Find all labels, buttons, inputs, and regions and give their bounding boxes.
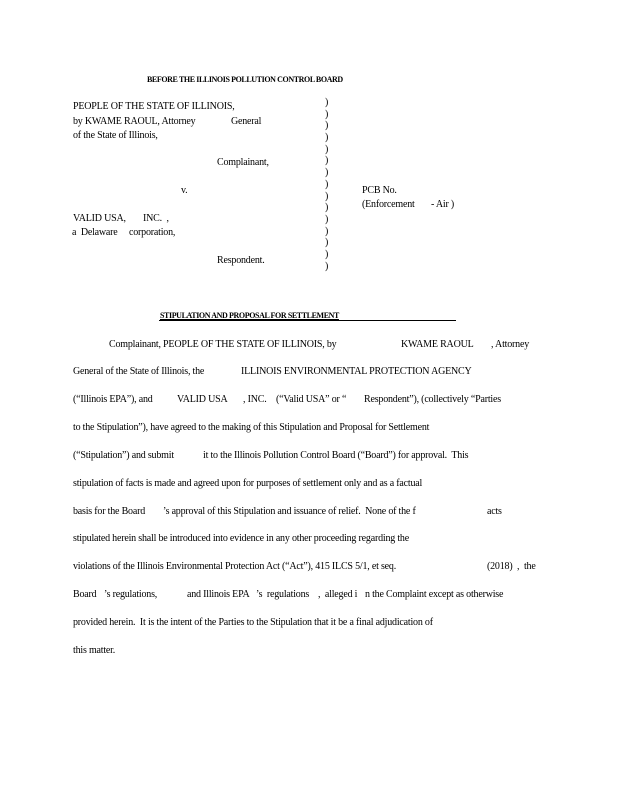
body-line-5b: it to the Illinois Pollution Control Board (“Board”) for approval. This [203,450,469,461]
paren: ) [325,132,329,144]
body-line-3b: VALID USA [177,394,228,405]
defendant-line-1a: VALID USA, [73,213,126,224]
body-line-7c: acts [487,506,502,517]
body-line-10d: ’s regulations [256,589,310,600]
paren: ) [325,237,329,249]
body-line-3a: (“Illinois EPA”), and [73,394,153,405]
body-line-1c: , Attorney [491,339,529,350]
body-line-9b: (2018) , the [487,561,536,572]
body-line-10f: n the Complaint except as otherwise [365,589,504,600]
paren: ) [325,248,329,260]
body-line-9a: violations of the Illinois Environmental Protection Act (“Act”), 415 ILCS 5/1, et seq. [73,561,397,572]
body-line-5a: (“Stipulation”) and submit [73,450,174,461]
paren: ) [325,108,329,120]
body-line-4: to the Stipulation”), have agreed to the making of this Stipulation and Proposal for Settlement [73,422,430,433]
defendant-line-2a: a Delaware [72,227,118,238]
enforcement-label-b: - Air ) [431,199,455,210]
section-title: STIPULATION AND PROPOSAL FOR SETTLEMENT [160,311,339,320]
body-line-12: this matter. [73,645,116,656]
defendant-line-1b: INC. , [143,213,169,224]
body-line-6: stipulation of facts is made and agreed upon for purposes of settlement only and as a factual [73,478,423,489]
section-title-rule [159,320,456,321]
pcb-number-label: PCB No. [362,185,397,196]
body-line-7b: ’s approval of this Stipulation and issuance of relief. None of the f [163,506,416,517]
versus-label: v. [181,185,188,196]
paren: ) [325,260,329,272]
paren: ) [325,190,329,202]
body-line-8: stipulated herein shall be introduced into evidence in any other proceeding regarding the [73,533,409,544]
plaintiff-line-1: PEOPLE OF THE STATE OF ILLINOIS, [73,101,235,112]
body-line-10e: , alleged i [318,589,358,600]
paren: ) [325,120,329,132]
body-line-10a: Board [73,589,97,600]
paren: ) [325,97,329,108]
paren: ) [325,155,329,167]
body-line-3c: , INC. [243,394,267,405]
body-line-7a: basis for the Board [73,506,146,517]
complainant-label: Complainant, [217,157,269,168]
body-line-2a: General of the State of Illinois, the [73,366,205,377]
defendant-line-2b: corporation, [129,227,176,238]
body-line-10c: and Illinois EPA [187,589,250,600]
plaintiff-line-3: of the State of Illinois, [73,130,158,141]
paren: ) [325,167,329,179]
paren: ) [325,178,329,190]
enforcement-label-a: (Enforcement [362,199,415,210]
body-line-11: provided herein. It is the intent of the Parties to the Stipulation that it be a final adjudication of [73,617,433,628]
respondent-label: Respondent. [217,255,265,266]
paren: ) [325,143,329,155]
body-line-2b: ILLINOIS ENVIRONMENTAL PROTECTION AGENCY [241,366,472,377]
document-heading: BEFORE THE ILLINOIS POLLUTION CONTROL BOARD [147,75,343,84]
paren: ) [325,213,329,225]
plaintiff-line-2a: by KWAME RAOUL, Attorney [73,116,196,127]
body-line-3e: Respondent”), (collectively “Parties [364,394,501,405]
paren: ) [325,225,329,237]
paren: ) [325,202,329,214]
body-line-3d: (“Valid USA” or “ [276,394,347,405]
body-line-1b: KWAME RAOUL [401,339,474,350]
body-line-10b: ’s regulations, [104,589,158,600]
caption-parenthesis-column [325,97,335,272]
body-line-1a: Complainant, PEOPLE OF THE STATE OF ILLINOIS, by [109,339,337,350]
plaintiff-line-2b: General [231,116,262,127]
